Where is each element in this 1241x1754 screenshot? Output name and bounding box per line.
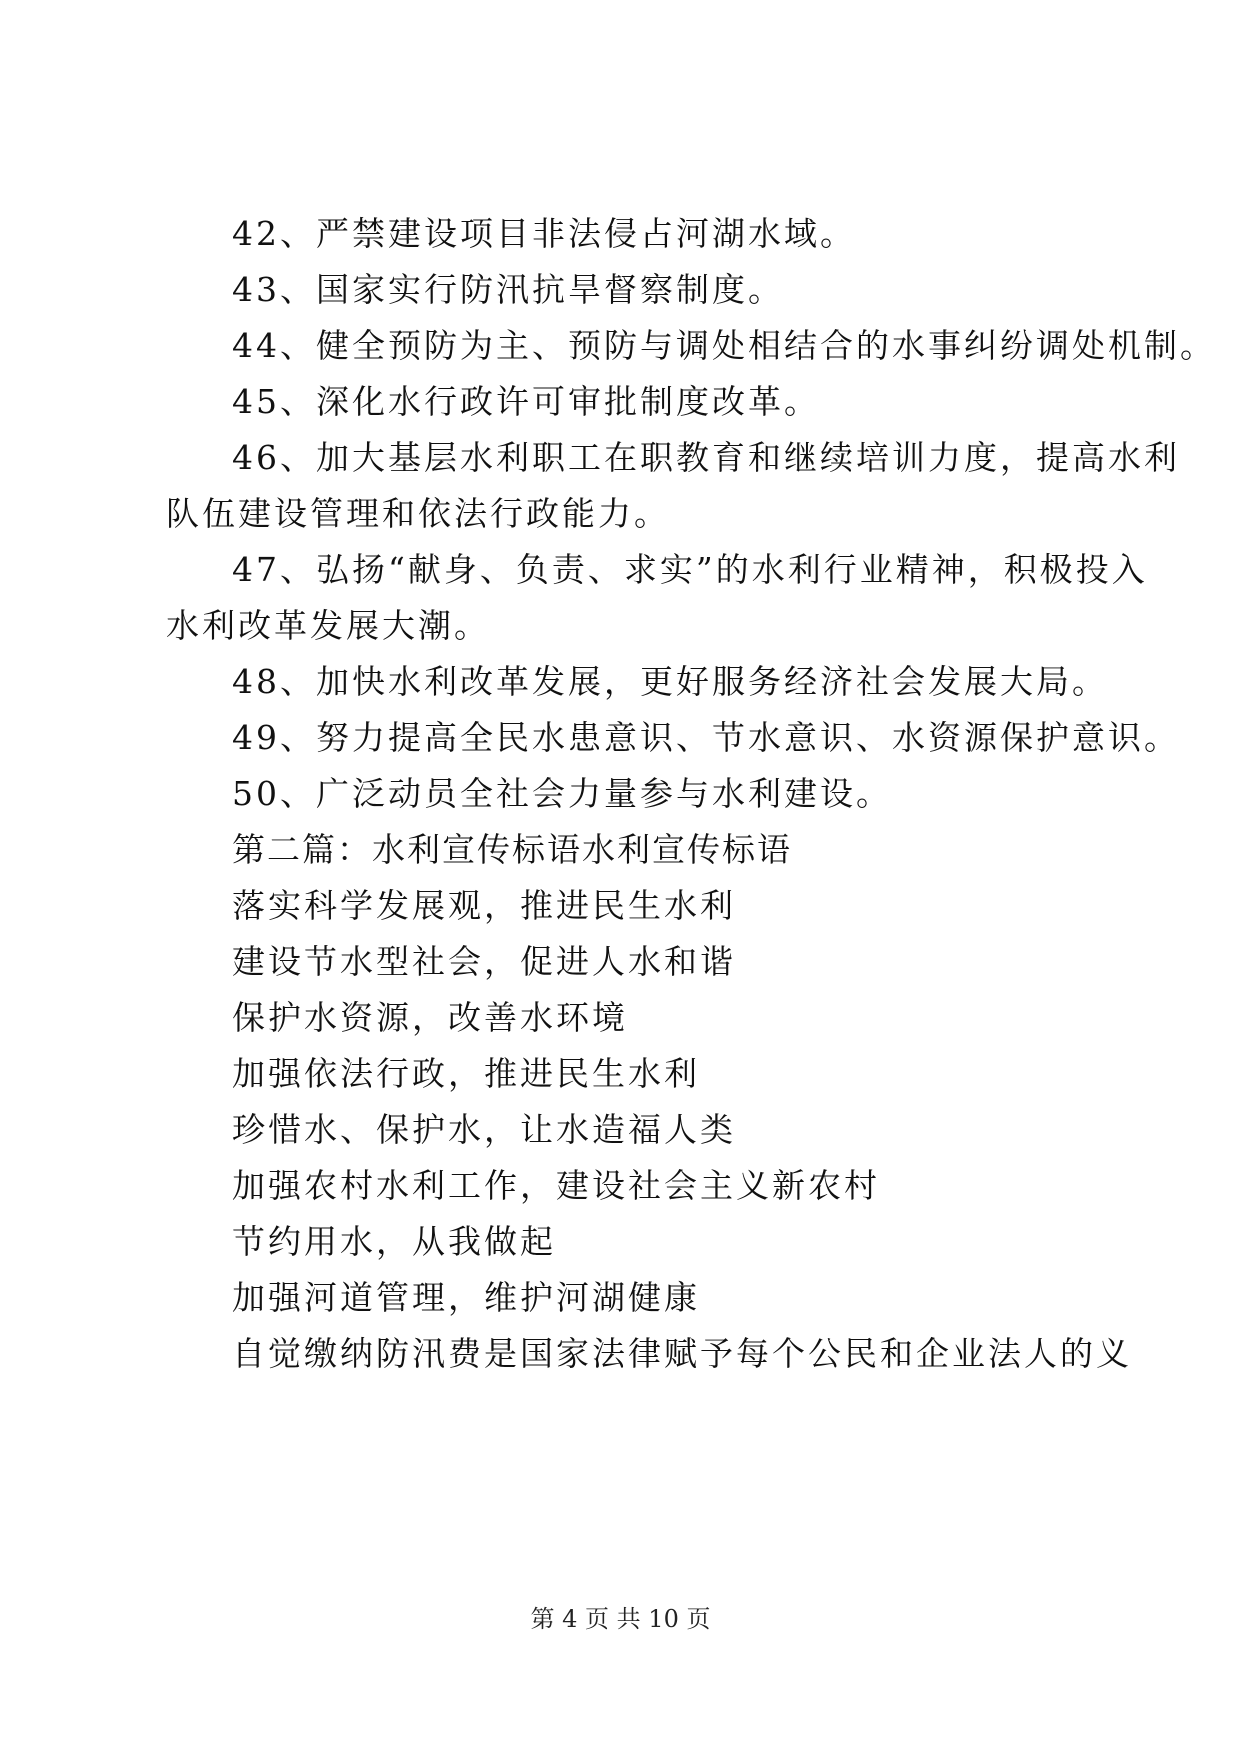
paragraph-43: 43、国家实行防汛抗旱督察制度。 xyxy=(232,270,784,309)
slogan-3: 保护水资源，改善水环境 xyxy=(232,998,628,1037)
slogan-9: 自觉缴纳防汛费是国家法律赋予每个公民和企业法人的义 xyxy=(232,1334,1132,1373)
paragraph-45: 45、深化水行政许可审批制度改革。 xyxy=(232,382,820,421)
paragraph-48: 48、加快水利改革发展，更好服务经济社会发展大局。 xyxy=(232,662,1108,701)
slogan-1: 落实科学发展观，推进民生水利 xyxy=(232,886,736,925)
slogan-5: 珍惜水、保护水，让水造福人类 xyxy=(232,1110,736,1149)
paragraph-47-line-2: 水利改革发展大潮。 xyxy=(166,606,490,645)
slogan-6: 加强农村水利工作，建设社会主义新农村 xyxy=(232,1166,880,1205)
paragraph-49: 49、努力提高全民水患意识、节水意识、水资源保护意识。 xyxy=(232,718,1180,757)
page-number-footer: 第 4 页 共 10 页 xyxy=(530,1605,711,1633)
paragraph-46-line-1: 46、加大基层水利职工在职教育和继续培训力度，提高水利 xyxy=(232,438,1180,477)
paragraph-50: 50、广泛动员全社会力量参与水利建设。 xyxy=(232,774,892,813)
paragraph-47-line-1: 47、弘扬“献身、负责、求实”的水利行业精神，积极投入 xyxy=(232,550,1148,589)
paragraph-46-line-2: 队伍建设管理和依法行政能力。 xyxy=(166,494,670,533)
slogan-2: 建设节水型社会，促进人水和谐 xyxy=(232,942,736,981)
paragraph-42: 42、严禁建设项目非法侵占河湖水域。 xyxy=(232,214,856,253)
slogan-7: 节约用水，从我做起 xyxy=(232,1222,556,1261)
slogan-4: 加强依法行政，推进民生水利 xyxy=(232,1054,700,1093)
paragraph-44: 44、健全预防为主、预防与调处相结合的水事纠纷调处机制。 xyxy=(232,326,1216,365)
slogan-8: 加强河道管理，维护河湖健康 xyxy=(232,1278,700,1317)
section-heading: 第二篇：水利宣传标语水利宣传标语 xyxy=(232,830,792,869)
